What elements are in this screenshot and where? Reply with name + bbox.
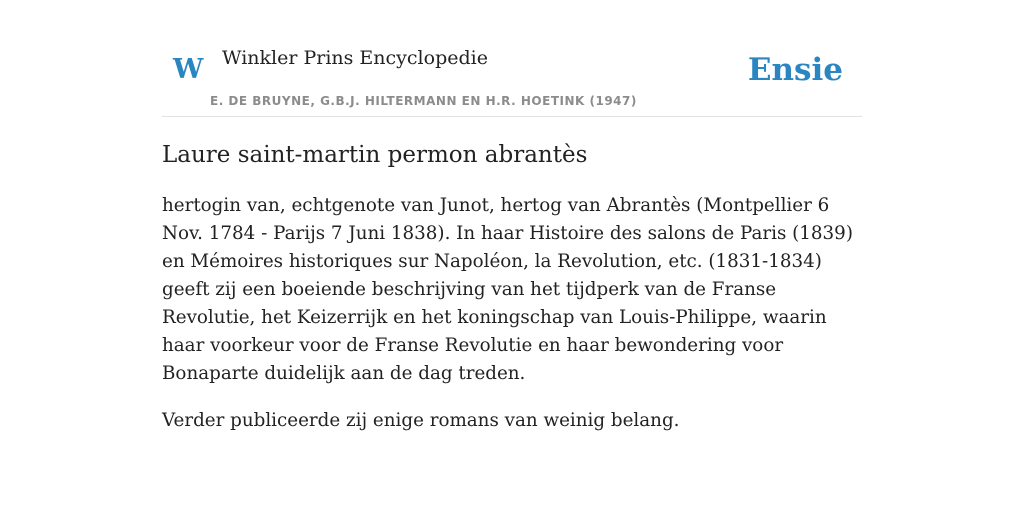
source-title[interactable]: Winkler Prins Encyclopedie [222, 47, 488, 69]
ensie-brand-logo[interactable]: Ensie [747, 52, 843, 88]
article-paragraph: hertogin van, echtgenote van Junot, hertog van Abrantès (Montpellier 6 Nov. 1784 - Parijs 7 Juni 1838). In haar Histoire des salons de Paris (1839) en Mémoires historiques sur Napoléon, la Revolution, etc. (1831-1834) geeft zij een boeiende beschrijving van het tijdperk van de Franse Revolutie, het Keizerrijk en het koningschap van Louis-Philippe, waarin haar voorkeur voor de Franse Revolutie en haar bewondering voor Bonaparte duidelijk aan de dag treden. [162, 195, 853, 384]
article-title: Laure saint-martin permon abrantès [162, 142, 588, 168]
source-logo[interactable]: W [173, 54, 204, 85]
article [162, 136, 862, 435]
article-paragraph: Verder publiceerde zij enige romans van weinig belang. [162, 410, 680, 431]
source-authors: E. DE BRUYNE, G.B.J. HILTERMANN EN H.R. HOETINK (1947) [210, 94, 637, 108]
source-header [162, 0, 862, 117]
